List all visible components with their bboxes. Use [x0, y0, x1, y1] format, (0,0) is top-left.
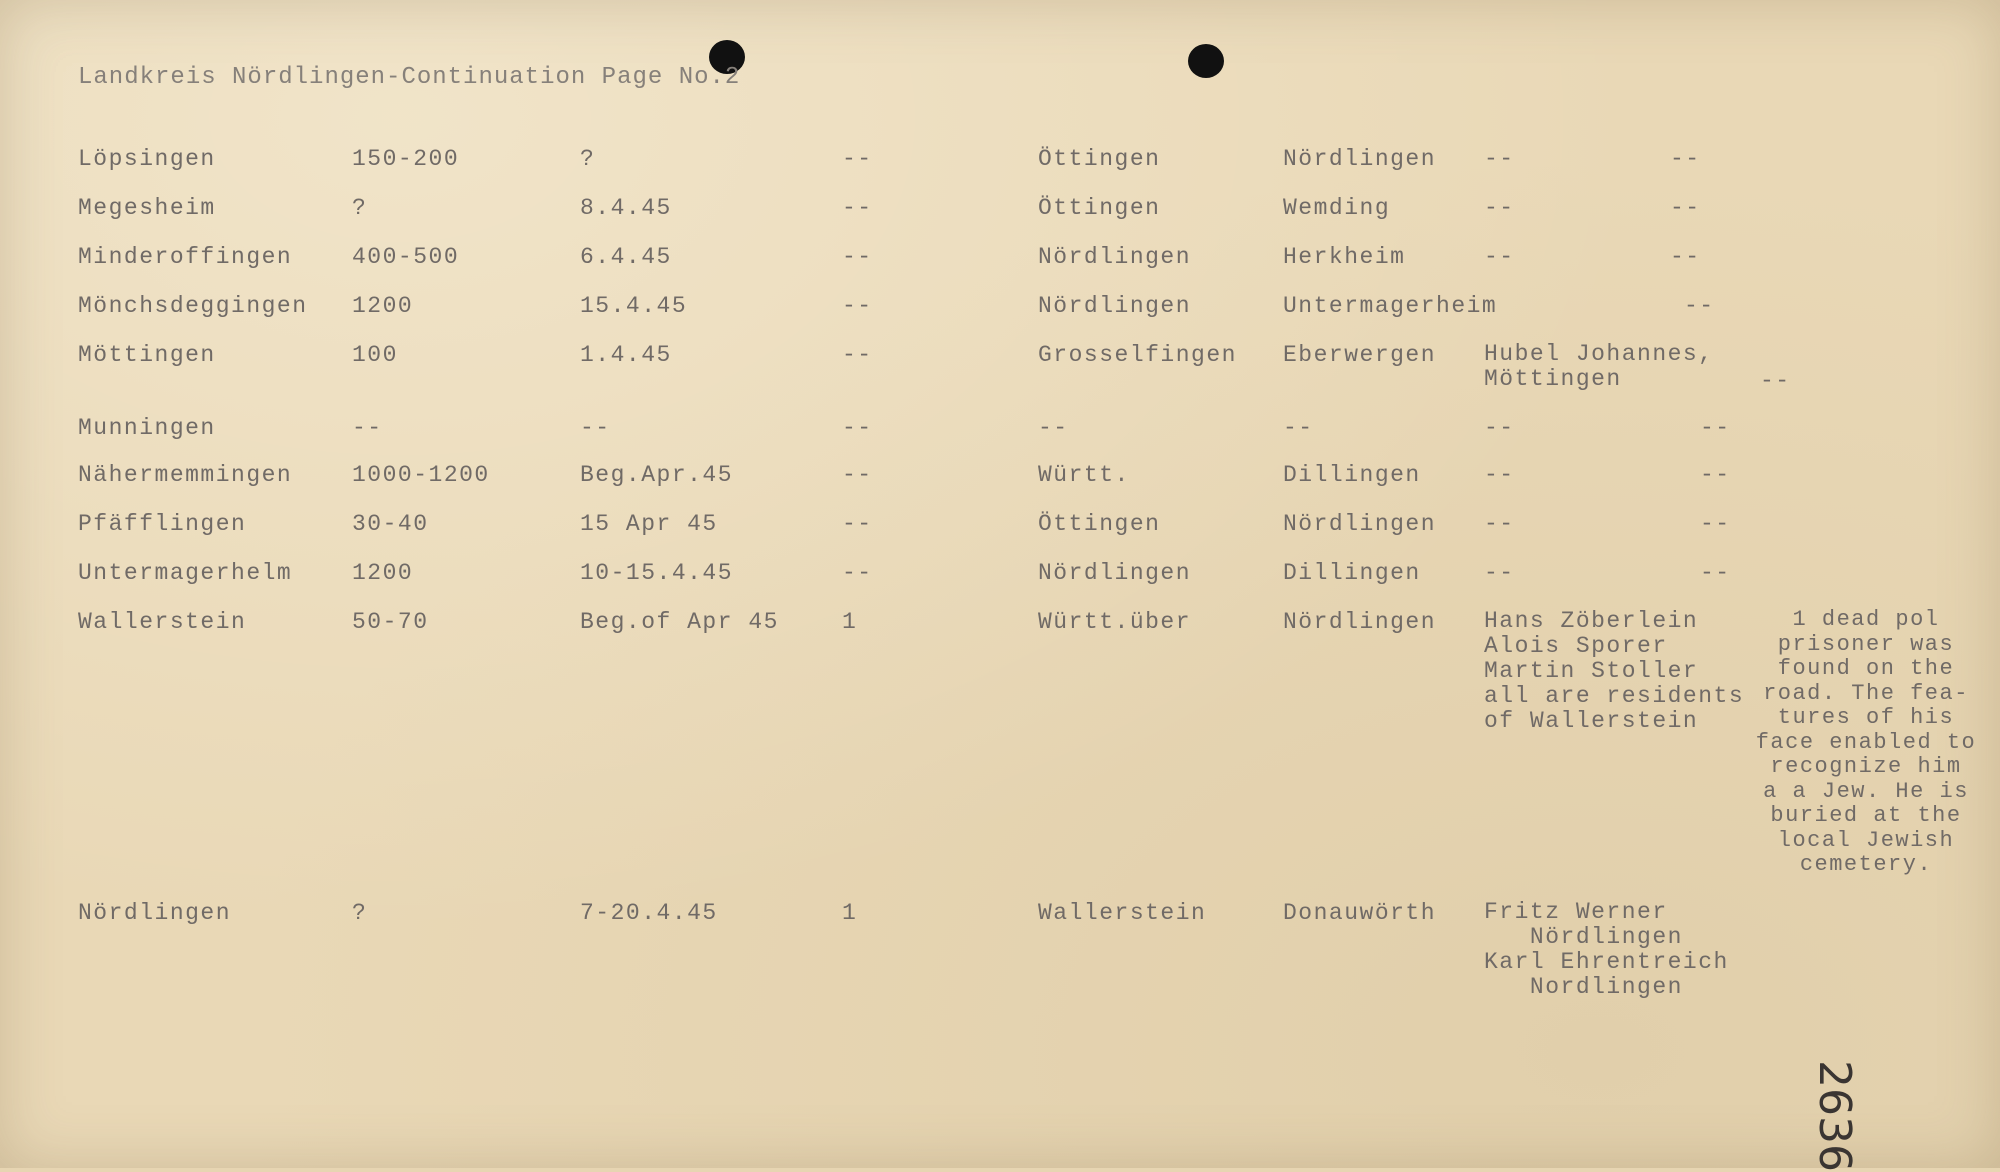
- place-name: Pfäfflingen: [78, 511, 247, 537]
- place-name: Möttingen: [78, 342, 216, 368]
- remarks: --: [1684, 293, 1715, 319]
- witnesses: Hubel Johannes, Möttingen: [1484, 341, 1714, 392]
- page-stamp-number: 2636: [1809, 1060, 1860, 1172]
- remarks: --: [1670, 244, 1701, 270]
- witnesses: --: [1484, 462, 1515, 488]
- date: 6.4.45: [580, 244, 672, 270]
- date: --: [580, 415, 611, 441]
- from-place: Öttingen: [1038, 146, 1161, 172]
- count: 1000-1200: [352, 462, 490, 488]
- place-name: Megesheim: [78, 195, 216, 221]
- count: ?: [352, 195, 368, 221]
- value: --: [842, 511, 873, 537]
- to-place: Nördlingen: [1283, 511, 1437, 537]
- value: --: [842, 462, 873, 488]
- value: --: [842, 342, 873, 368]
- witnesses: --: [1484, 244, 1515, 270]
- place-name: Minderoffingen: [78, 244, 293, 270]
- table-row: [0, 415, 2000, 455]
- table-row: [0, 244, 2000, 284]
- from-place: Württ.: [1038, 462, 1130, 488]
- date: 15.4.45: [580, 293, 688, 319]
- from-place: Öttingen: [1038, 511, 1161, 537]
- place-name: Nördlingen: [78, 900, 232, 926]
- count: --: [352, 415, 383, 441]
- date: 8.4.45: [580, 195, 672, 221]
- date: 1.4.45: [580, 342, 672, 368]
- to-place: Eberwergen: [1283, 342, 1437, 368]
- value: 1: [842, 609, 858, 635]
- to-place: Dillingen: [1283, 560, 1421, 586]
- page-header: Landkreis Nördlingen-Continuation Page No.2: [78, 64, 741, 91]
- witnesses: --: [1484, 415, 1515, 441]
- witnesses: Hans Zöberlein Alois Sporer Martin Stoller all are residents of Wallerstein: [1484, 608, 1745, 734]
- to-place: Nördlingen: [1283, 609, 1437, 635]
- table-row: [0, 560, 2000, 600]
- count: 30-40: [352, 511, 429, 537]
- value: --: [842, 560, 873, 586]
- from-place: --: [1038, 415, 1069, 441]
- to-place: Herkheim: [1283, 244, 1406, 270]
- remarks: --: [1670, 146, 1701, 172]
- table-row: [0, 195, 2000, 235]
- remark-note: 1 dead pol prisoner was found on the road. The fea- tures of his face enabled to recognize him a a Jew. He is buried at the local Jewish cemetery.: [1755, 607, 1977, 877]
- date: ?: [580, 146, 596, 172]
- count: 150-200: [352, 146, 460, 172]
- value: 1: [842, 900, 858, 926]
- to-place: Donauwörth: [1283, 900, 1437, 926]
- from-place: Wallerstein: [1038, 900, 1207, 926]
- remarks: --: [1700, 511, 1731, 537]
- table-row: [0, 899, 2000, 1000]
- count: 1200: [352, 293, 414, 319]
- date: 15 Apr 45: [580, 511, 718, 537]
- from-place: Nördlingen: [1038, 293, 1192, 319]
- remarks: --: [1700, 462, 1731, 488]
- witnesses: --: [1484, 511, 1515, 537]
- count: 50-70: [352, 609, 429, 635]
- count: 1200: [352, 560, 414, 586]
- to-place: Dillingen: [1283, 462, 1421, 488]
- to-place: --: [1283, 415, 1314, 441]
- place-name: Untermagerhelm: [78, 560, 293, 586]
- table-row: [0, 608, 2000, 734]
- place-name: Mönchsdeggingen: [78, 293, 308, 319]
- to-place: Untermagerheim: [1283, 293, 1498, 319]
- table-row: [0, 511, 2000, 551]
- date: 7-20.4.45: [580, 900, 718, 926]
- witnesses: --: [1484, 560, 1515, 586]
- remarks: --: [1700, 560, 1731, 586]
- count: ?: [352, 900, 368, 926]
- count: 400-500: [352, 244, 460, 270]
- witnesses: --: [1484, 146, 1515, 172]
- from-place: Nördlingen: [1038, 560, 1192, 586]
- place-name: Munningen: [78, 415, 216, 441]
- to-place: Nördlingen: [1283, 146, 1437, 172]
- witnesses: Fritz Werner Nördlingen Karl Ehrentreich Nordlingen: [1484, 899, 1729, 1000]
- value: --: [842, 195, 873, 221]
- table-row: [0, 462, 2000, 502]
- date: 10-15.4.45: [580, 560, 734, 586]
- from-place: Grosselfingen: [1038, 342, 1237, 368]
- witnesses: --: [1484, 195, 1515, 221]
- from-place: Nördlingen: [1038, 244, 1192, 270]
- remarks: --: [1700, 415, 1731, 441]
- table-row: [0, 341, 2000, 394]
- remarks: --: [1760, 368, 1791, 394]
- value: --: [842, 293, 873, 319]
- count: 100: [352, 342, 398, 368]
- from-place: Württ.über: [1038, 609, 1192, 635]
- place-name: Nähermemmingen: [78, 462, 293, 488]
- table-row: [0, 146, 2000, 186]
- place-name: Löpsingen: [78, 146, 216, 172]
- date: Beg.of Apr 45: [580, 609, 779, 635]
- value: --: [842, 146, 873, 172]
- value: --: [842, 415, 873, 441]
- remarks: --: [1670, 195, 1701, 221]
- punch-hole: [1188, 44, 1224, 78]
- date: Beg.Apr.45: [580, 462, 734, 488]
- from-place: Öttingen: [1038, 195, 1161, 221]
- table-row: [0, 293, 2000, 333]
- to-place: Wemding: [1283, 195, 1391, 221]
- place-name: Wallerstein: [78, 609, 247, 635]
- value: --: [842, 244, 873, 270]
